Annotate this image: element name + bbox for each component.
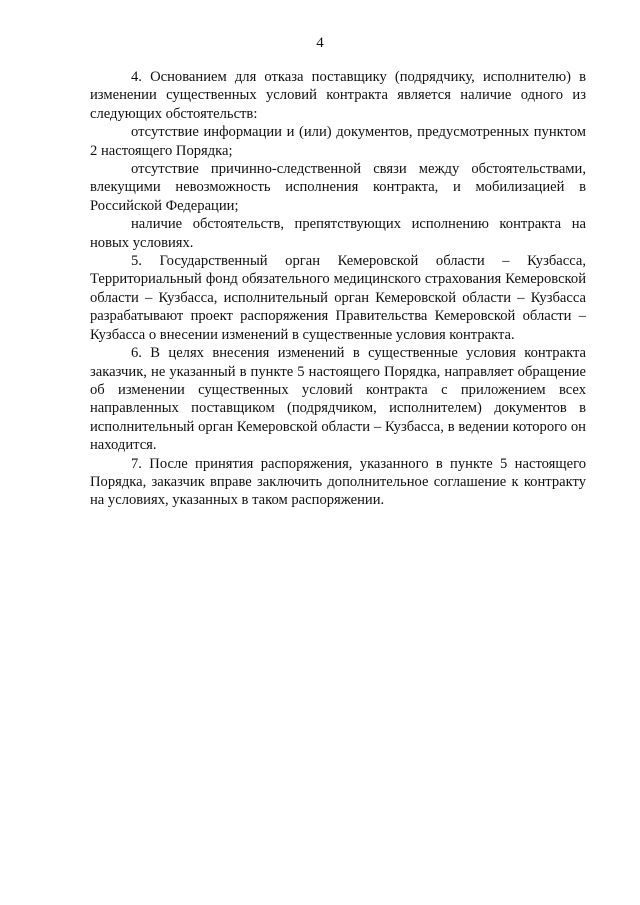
paragraph-4-item-1: отсутствие информации и (или) документов, предусмотренных пунктом 2 настоящего Порядка;: [90, 124, 586, 159]
document-body: [90, 68, 586, 510]
page-number: 4: [316, 35, 324, 51]
paragraph-4: 4. Основанием для отказа поставщику (подрядчику, исполнителю) в изменении существенных условий контракта является наличие одного из следующих обстоятельств:: [90, 69, 586, 122]
paragraph-6: 6. В целях внесения изменений в существенные условия контракта заказчик, не указанный в пункте 5 настоящего Порядка, направляет обращение об изменении существенных условий контракта с приложением всех направленных поставщиком (подрядчиком, исполнителем) документов в исполнительный орган Кемеровской области – Кузбасса, в ведении которого он находится.: [90, 345, 586, 454]
paragraph-4-item-3: наличие обстоятельств, препятствующих исполнению контракта на новых условиях.: [90, 216, 586, 251]
paragraph-4-item-2: отсутствие причинно-следственной связи между обстоятельствами, влекущими невозможность исполнения контракта, и мобилизацией в Российской Федерации;: [90, 161, 586, 214]
paragraph-5: 5. Государственный орган Кемеровской области – Кузбасса, Территориальный фонд обязательного медицинского страхования Кемеровской области – Кузбасса, исполнительный орган Кемеровской области – Кузбасса разрабатывают проект распоряжения Правительства Кемеровской области – Кузбасса о внесении изменений в существенные условия контракта.: [90, 253, 586, 343]
paragraph-7: 7. После принятия распоряжения, указанного в пункте 5 настоящего Порядка, заказчик вправе заключить дополнительное соглашение к контракту на условиях, указанных в таком распоряжении.: [90, 455, 586, 509]
